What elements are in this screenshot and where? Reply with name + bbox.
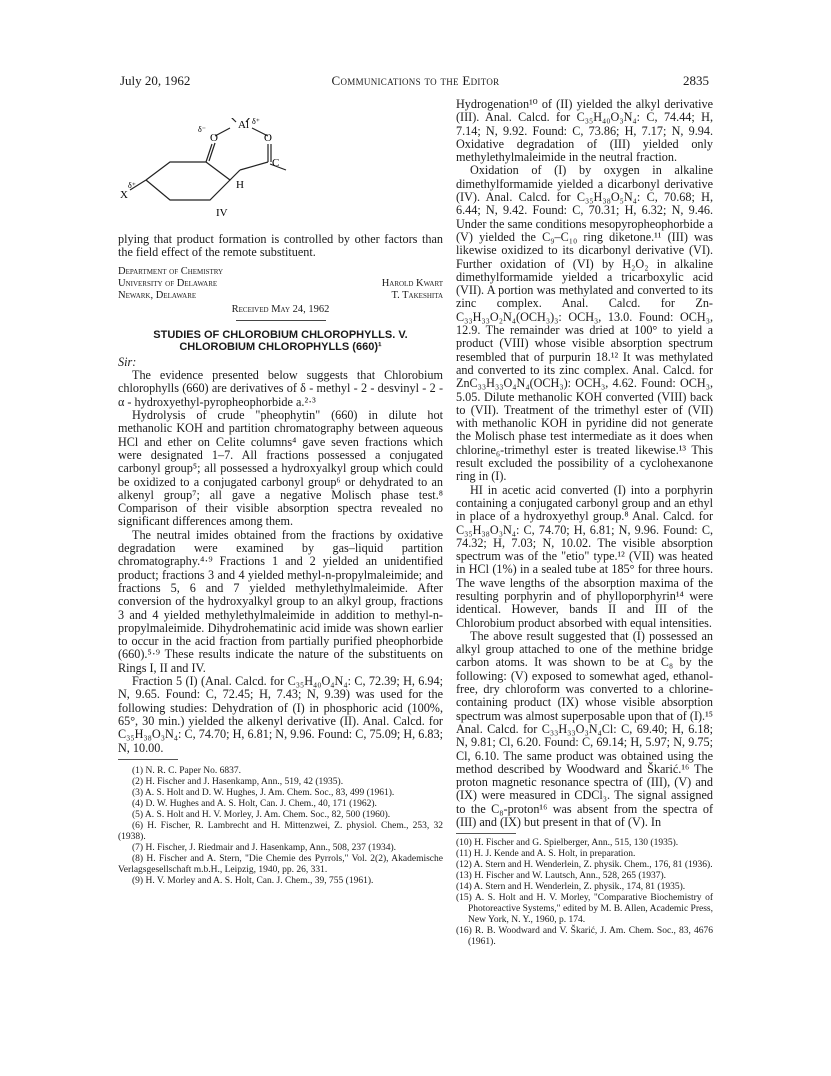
footnotes-left	[118, 766, 443, 887]
footnote: (16) R. B. Woodward and V. Škarić, J. Am. Chem. Soc., 83, 4676 (1961).	[456, 926, 713, 948]
charge-delta-minus: δ⁻	[198, 125, 206, 134]
title-line: CHLOROBIUM CHLOROPHYLLS (660)¹	[179, 340, 382, 353]
al-atom-label: Al	[238, 119, 249, 131]
affiliation-line	[118, 278, 443, 290]
affiliation-line	[118, 290, 443, 302]
c-atom-label: C	[272, 157, 280, 169]
body-paragraph: Hydrogenation¹⁰ of (II) yielded the alkyl derivative (III). Anal. Calcd. for C₃₅H₄₀O₃N₄: C, 74.44; H, 7.14; N, 9.92. Found: C, 73.86; H, 7.17; N, 9.94. Oxidative degradation of (III) yielded only methylethylmaleimide in the neutral fraction.	[456, 97, 713, 165]
footnote-divider	[456, 833, 516, 834]
footnote: (4) D. W. Hughes and A. S. Holt, Can. J. Chem., 40, 171 (1962).	[132, 798, 377, 809]
footnotes-right	[456, 838, 713, 948]
footnote: (13) H. Fischer and W. Lautsch, Ann., 528, 265 (1937).	[456, 871, 667, 882]
footnote: (11) H. J. Kende and A. S. Holt, in preparation.	[456, 849, 636, 860]
left-column	[118, 118, 443, 887]
figure-label: IV	[216, 207, 228, 219]
footnote: (1) N. R. C. Paper No. 6837.	[132, 765, 241, 776]
carryover-paragraph: plying that product formation is controlled by other factors than the field effect of the remote substituent.	[118, 232, 443, 260]
salutation: Sir:	[118, 354, 137, 369]
o-atom-left: O	[210, 132, 218, 144]
footnote: (2) H. Fischer and J. Hasenkamp, Ann., 519, 42 (1935).	[132, 776, 344, 787]
section-divider	[236, 320, 326, 321]
body-paragraph: The evidence presented below suggests that Chlorobium chlorophylls (660) are derivatives of δ - methyl - 2 - desvinyl - 2 - α - hydroxyethyl-pyropheophorbide a.²·³	[118, 368, 443, 409]
charge-delta-plus-x: δ⁺	[128, 181, 136, 190]
footnote: (12) A. Stern and H. Wenderlein, Z. physik. Chem., 176, 81 (1936).	[456, 860, 713, 871]
body-paragraph: The neutral imides obtained from the fractions by oxidative degradation were examined by gas–liquid partition chromatography.⁴·⁹ Fractions 1 and 2 yielded an unidentified product; fractions 3 and 4 yielded methyl-n-propylmaleimide; and fractions 5, 6 and 7 yielded methylethylmaleimide. After conversion of the hydroxyalkyl group to an alkyl group, fractions 3 and 4 yielded methylethylmaleimide in addition to methyl-n-propylmaleimide. Dihydrohematinic acid imide was shown earlier to occur in the acid fraction from partially purified pheophorbide (660).⁵·⁹ These results indicate the nature of the substituents on Rings I, II and IV.	[118, 527, 443, 675]
page-number: 2835	[683, 73, 709, 88]
author-name: T. Takeshita	[391, 289, 443, 301]
affiliation-line	[118, 266, 443, 278]
footnote: (10) H. Fischer and G. Spielberger, Ann., 515, 130 (1935).	[456, 838, 679, 849]
article-title	[118, 329, 443, 353]
running-head-section: Communications to the Editor	[331, 73, 500, 88]
footnote: (5) A. S. Holt and H. V. Morley, J. Am. Chem. Soc., 82, 500 (1960).	[132, 809, 391, 820]
running-head-date: July 20, 1962	[120, 73, 191, 88]
footnote-divider	[118, 759, 178, 760]
h-atom-label: H	[236, 179, 244, 191]
footnote: (15) A. S. Holt and H. V. Morley, "Comparative Biochemistry of Photoreactive Systems," edited by M. B. Allen, Academic Press, New York, N. Y., 1960, p. 174.	[456, 893, 713, 926]
university: University of Delaware	[118, 277, 218, 289]
body-paragraph: HI in acetic acid converted (I) into a porphyrin containing a conjugated carbonyl group and an ethyl in place of a hydroxyethyl group.⁸ Anal. Calcd. for C₃₅H₃₈O₃N₄: C, 74.70; H, 6.81; N, 9.96. Found: C, 74.32; H, 7.03; N, 10.02. The visible absorption spectrum was of the "etio" type.¹² (VII) was heated in HCl (1%) in a sealed tube at 185° for three hours. The wave lengths of the absorption maxima of the resulting porphyrin and of phylloporphyrin¹⁴ were identical. However, bands II and III of the Chlorobium product absorbed with equal intensities.	[456, 482, 713, 630]
footnote: (6) H. Fischer, R. Lambrecht and H. Mittenzwei, Z. physiol. Chem., 253, 32 (1938).	[118, 820, 443, 842]
chelate-structure-drawing	[118, 118, 443, 233]
structure-figure-iv	[118, 118, 443, 233]
body-paragraph: The above result suggested that (I) possessed an alkyl group attached to one of the methine bridge carbon atoms. It was shown to be at C₈ by the following: (V) exposed to somewhat aged, ethanol-free, dry chloroform was converted to a chlorine-containing product (IX) whose visible absorption spectrum was almost superposable upon that of (I).¹⁵ Anal. Calcd. for C₃₃H₃₃O₃N₄Cl: C, 69.40; H, 6.18; N, 9.81; Cl, 6.20. Found: C, 69.14; H, 5.97; N, 9.75; Cl, 6.10. The same product was obtained using the method described by Woodward and Škarić.¹⁶ The proton magnetic resonance spectra of (III), (V) and (IX) were measured in CDCl₃. The signal assigned to the C₈-proton¹⁶ was absent from the spectra of (III) and (IX) but present in that of (V). In	[456, 628, 714, 830]
x-substituent-label: X	[120, 189, 128, 201]
affiliation-block	[118, 266, 443, 316]
footnote: (3) A. S. Holt and D. W. Hughes, J. Am. Chem. Soc., 83, 499 (1961).	[132, 787, 395, 798]
city: Newark, Delaware	[118, 289, 197, 301]
footnote: (8) H. Fischer and A. Stern, "Die Chemie des Pyrrols," Vol. 2(2), Akademische Verlagsgesellschaft m.b.H., Leipzig, 1940, pp. 26, 331.	[118, 853, 443, 875]
o-atom-right: O	[264, 132, 272, 144]
footnote: (14) A. Stern and H. Wenderlein, Z. physik., 174, 81 (1935).	[456, 882, 686, 893]
received-date: Received May 24, 1962	[231, 303, 330, 315]
charge-delta-plus-al: δ⁺	[252, 118, 260, 126]
body-paragraph: Hydrolysis of crude "pheophytin" (660) in dilute hot methanolic KOH and partition chromatography between aqueous HCl and ether on Celite columns⁴ gave seven fractions which were designated 1–7. All fractions possessed a conjugated carbonyl group⁵; all possessed a hydroxyalkyl group which could be oxidized to a conjugated carbonyl group⁶ or dehydrated to an alkenyl group⁷; all gave a negative Molisch phase test.⁸ Comparison of their visible absorption spectra revealed no significant differences among them.	[118, 408, 443, 529]
title-line: STUDIES OF CHLOROBIUM CHLOROPHYLLS. V.	[153, 328, 408, 341]
department: Department of Chemistry	[118, 265, 224, 277]
body-paragraph: Fraction 5 (I) (Anal. Calcd. for C₃₅H₄₀O₄N₄: C, 72.39; H, 6.94; N, 9.65. Found: C, 72.45; H, 7.43; N, 9.39) was used for the following studies: Dehydration of (I) in phosphoric acid (100%, 65°, 30 min.) yielded the alkenyl derivative (II). Anal. Calcd. for C₃₅H₃₈O₃N₄: C, 74.70; H, 6.81; N, 9.96. Found: C, 75.09; H, 6.83; N, 10.00.	[118, 674, 443, 755]
right-column	[456, 98, 713, 948]
body-paragraph: Oxidation of (I) by oxygen in alkaline dimethylformamide yielded a dicarbonyl derivative (IV). Anal. Calcd. for C₃₅H₃₈O₅N₄: C, 70.68; H, 6.44; N, 9.42. Found: C, 70.31; H, 6.32; N, 9.46. Under the same conditions mesopyropheophorbide a (V) yielded the C₉–C₁₀ ring diketone.¹¹ (III) was likewise oxidized to its dicarbonyl derivative (VI). Further oxidation of (VI) by H₂O₂ in alkaline dimethylformamide yielded a tricarboxylic acid (VII). A portion was methylated and converted to its zinc complex. Anal. Calcd. for Zn-C₃₃H₃₃O₂N₄(OCH₃)₃: OCH₃, 13.0. Found: OCH₃, 12.9. The remainder was dried at 100° to yield a product (VIII) whose visible absorption spectrum resembled that of purpurin 18.¹² It was methylated and converted to its zinc complex. Anal. Calcd. for ZnC₃₃H₃₃O₄N₄(OCH₃): OCH₃, 4.62. Found: OCH₃, 5.05. Dilute methanolic KOH converted (VIII) back to (VII). Treatment of the trimethyl ester of (VII) with methanolic KOH in pyridine did not generate the Molisch phase test intermediate as it does when chlorine₆-trimethyl ester is treated likewise.¹³ This result excluded the possibility of a cyclohexanone ring in (I).	[456, 163, 713, 484]
author-name: Harold Kwart	[381, 277, 443, 289]
footnote: (9) H. V. Morley and A. S. Holt, Can. J. Chem., 39, 755 (1961).	[132, 875, 374, 886]
footnote: (7) H. Fischer, J. Riedmair and J. Hasenkamp, Ann., 508, 237 (1934).	[132, 842, 396, 853]
